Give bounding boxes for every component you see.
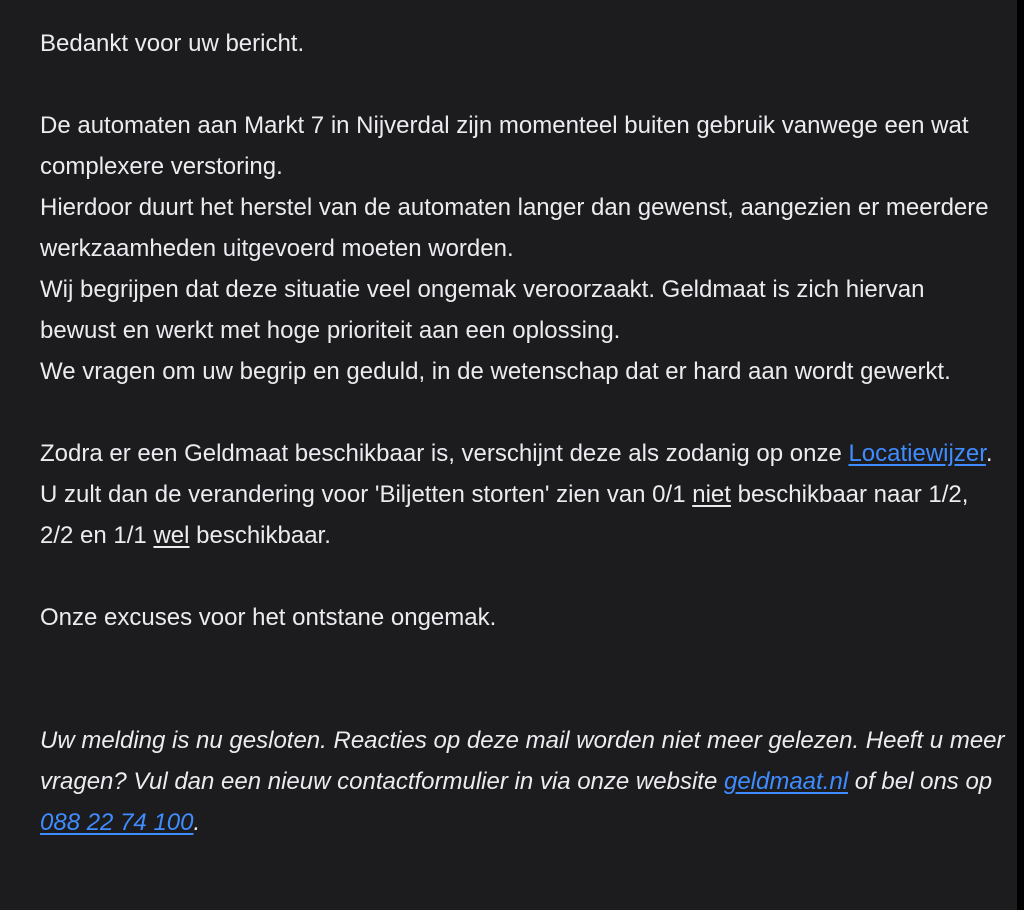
status-paragraph-line: We vragen om uw begrip en geduld, in de wetenschap dat er hard aan wordt gewerkt. <box>40 358 951 385</box>
spacer <box>40 392 1007 433</box>
availability-change-text: beschikbaar. <box>189 522 331 549</box>
greeting-text: Bedankt voor uw bericht. <box>40 30 305 57</box>
status-paragraph-line: De automaten aan Markt 7 in Nijverdal zijn momenteel buiten gebruik vanwege een wat complexere verstoring. <box>40 112 969 180</box>
availability-text: Zodra er een Geldmaat beschikbaar is, verschijnt deze als zodanig op onze <box>40 440 849 467</box>
availability-change-paragraph <box>40 474 1007 556</box>
phone-link[interactable]: 088 22 74 100 <box>40 809 194 836</box>
spacer <box>40 556 1007 597</box>
punctuation: . <box>193 809 201 836</box>
status-paragraph-line: Hierdoor duurt het herstel van de automaten langer dan gewenst, aangezien er meerdere werkzaamheden uitgevoerd moeten worden. <box>40 194 989 262</box>
locatiewijzer-link[interactable]: Locatiewijzer <box>848 440 986 467</box>
availability-change-text: U zult dan de verandering voor 'Biljetten storten' zien van 0/1 <box>40 481 693 508</box>
apology-text: Onze excuses voor het ontstane ongemak. <box>40 604 497 631</box>
availability-paragraph <box>40 433 1007 474</box>
availability-change-text: beschikbaar naar 1/2, 2/2 en 1/1 <box>40 481 969 549</box>
website-link[interactable]: geldmaat.nl <box>723 768 849 795</box>
closing-text: of bel ons op <box>848 768 993 795</box>
spacer <box>40 638 1007 720</box>
punctuation: . <box>985 440 993 467</box>
status-paragraph-line: Wij begrijpen dat deze situatie veel ongemak veroorzaakt. Geldmaat is zich hiervan bewust en werkt met hoge prioriteit aan een oplossing. <box>40 276 925 344</box>
closing-text: Uw melding is nu gesloten. Reacties op deze mail worden niet meer gelezen. Heeft u meer vragen? Vul dan een nieuw contactformulier in via onze website <box>40 727 1005 795</box>
spacer <box>40 64 1007 105</box>
screen-edge <box>1017 0 1024 910</box>
wel-emphasis: wel <box>153 522 190 549</box>
niet-emphasis: niet <box>692 481 731 508</box>
closing-paragraph <box>40 720 1007 843</box>
